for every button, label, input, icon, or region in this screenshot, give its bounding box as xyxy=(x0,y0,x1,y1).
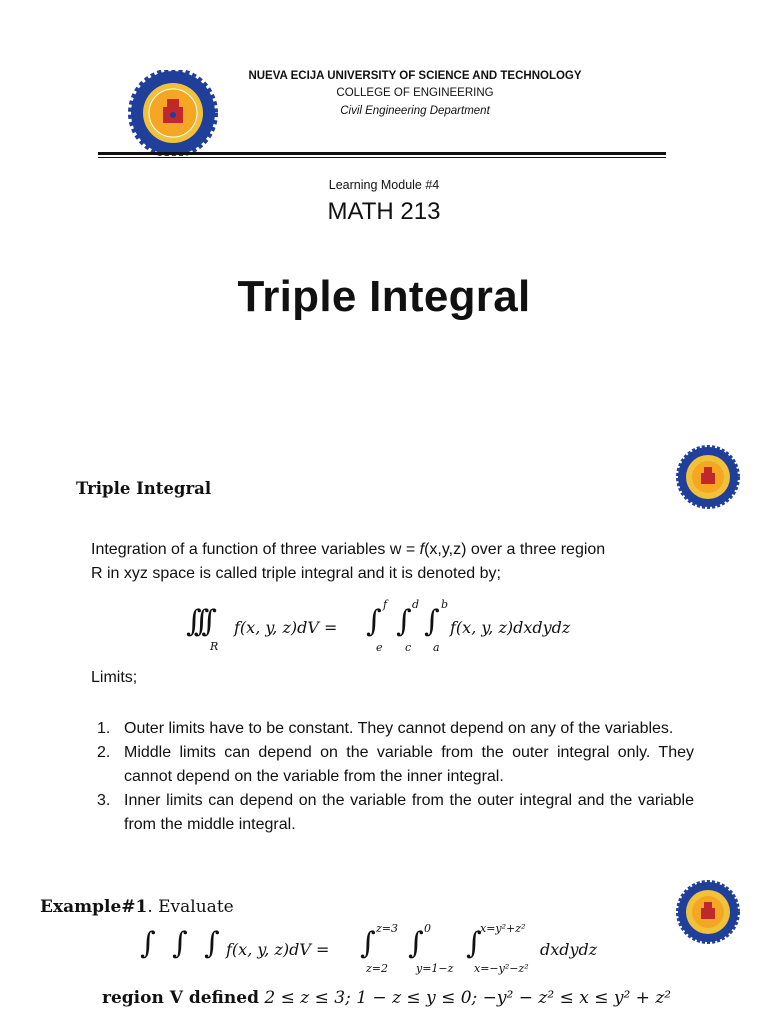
intro-function: f xyxy=(419,541,425,558)
y-integral-sign: ∫ xyxy=(408,926,424,961)
list-item-number: 3. xyxy=(97,792,111,809)
outer-upper-limit: f xyxy=(383,598,388,611)
formula-rhs: f(x, y, z)dxdydz xyxy=(450,618,571,637)
triple-integral-formula xyxy=(186,596,626,656)
list-item xyxy=(91,741,694,789)
triple-integral-sign: ∫∫∫ xyxy=(186,604,209,639)
inner-upper-limit: b xyxy=(441,598,449,611)
y-lower-limit: y=1−z xyxy=(416,962,454,975)
middle-lower-limit: c xyxy=(405,641,412,654)
college-name: COLLEGE OF ENGINEERING xyxy=(336,87,494,99)
list-item-text: Outer limits have to be constant. They cannot depend on any of the variables. xyxy=(124,720,674,737)
integral-sign: ∫ xyxy=(204,926,220,961)
integral-sign: ∫ xyxy=(140,926,156,961)
z-integral-sign: ∫ xyxy=(360,926,376,961)
intro-text-line2: R in xyz space is called triple integral and it is denoted by; xyxy=(91,565,501,582)
integral-sign: ∫ xyxy=(172,926,188,961)
region-definition xyxy=(102,988,671,1008)
example-label-rest: . Evaluate xyxy=(147,897,234,917)
list-item-number: 2. xyxy=(97,744,111,761)
formula-region: R xyxy=(210,640,219,653)
example-rhs: dxdydz xyxy=(540,940,598,959)
limits-label: Limits; xyxy=(91,669,138,686)
inner-lower-limit: a xyxy=(433,641,440,654)
department-name: Civil Engineering Department xyxy=(340,105,490,117)
university-name: NUEVA ECIJA UNIVERSITY OF SCIENCE AND TECHNOLOGY xyxy=(248,70,582,82)
list-item-text: Middle limits can depend on the variable from the outer integral only. They cannot depend on the variable from the inner integral. xyxy=(124,744,694,785)
inner-integral-sign: ∫ xyxy=(424,604,440,639)
example-integrand: f(x, y, z)dV = xyxy=(226,940,330,959)
course-code: MATH 213 xyxy=(327,198,441,225)
intro-text-b: (x,y,z) over a three region xyxy=(424,541,606,558)
x-upper-limit: x=y²+z² xyxy=(480,922,526,935)
list-item xyxy=(91,717,694,741)
seal-icon-small xyxy=(676,880,740,944)
outer-integral-sign: ∫ xyxy=(366,604,382,639)
list-item xyxy=(91,789,694,837)
intro-paragraph xyxy=(91,538,701,586)
header-divider-thick xyxy=(98,152,666,155)
module-label: Learning Module #4 xyxy=(328,178,440,192)
middle-integral-sign: ∫ xyxy=(396,604,412,639)
x-lower-limit: x=−y²−z² xyxy=(474,962,529,975)
seal-icon-small xyxy=(676,445,740,509)
intro-text-a: Integration of a function of three variables w = xyxy=(91,541,420,558)
university-seal-logo xyxy=(118,70,228,156)
z-lower-limit: z=2 xyxy=(366,962,389,975)
example-formula xyxy=(140,918,620,980)
x-integral-sign: ∫ xyxy=(466,926,482,961)
z-upper-limit: z=3 xyxy=(376,922,399,935)
section-heading: Triple Integral xyxy=(76,479,212,498)
region-text: region V defined xyxy=(102,988,259,1008)
example-heading xyxy=(40,897,234,917)
region-math: 2 ≤ z ≤ 3; 1 − z ≤ y ≤ 0; −y² − z² ≤ x ≤ y² + z² xyxy=(264,988,672,1008)
list-item-text: Inner limits can depend on the variable from the outer integral and the variable from the middle integral. xyxy=(124,792,694,833)
outer-lower-limit: e xyxy=(376,641,383,654)
page-title: Triple Integral xyxy=(237,272,531,321)
formula-integrand: f(x, y, z)dV = xyxy=(234,618,338,637)
example-label: Example#1 xyxy=(40,897,148,917)
y-upper-limit: 0 xyxy=(424,922,431,935)
list-item-number: 1. xyxy=(97,720,111,737)
middle-upper-limit: d xyxy=(412,598,420,611)
header-divider-thin xyxy=(98,157,666,158)
limits-list xyxy=(91,717,694,837)
